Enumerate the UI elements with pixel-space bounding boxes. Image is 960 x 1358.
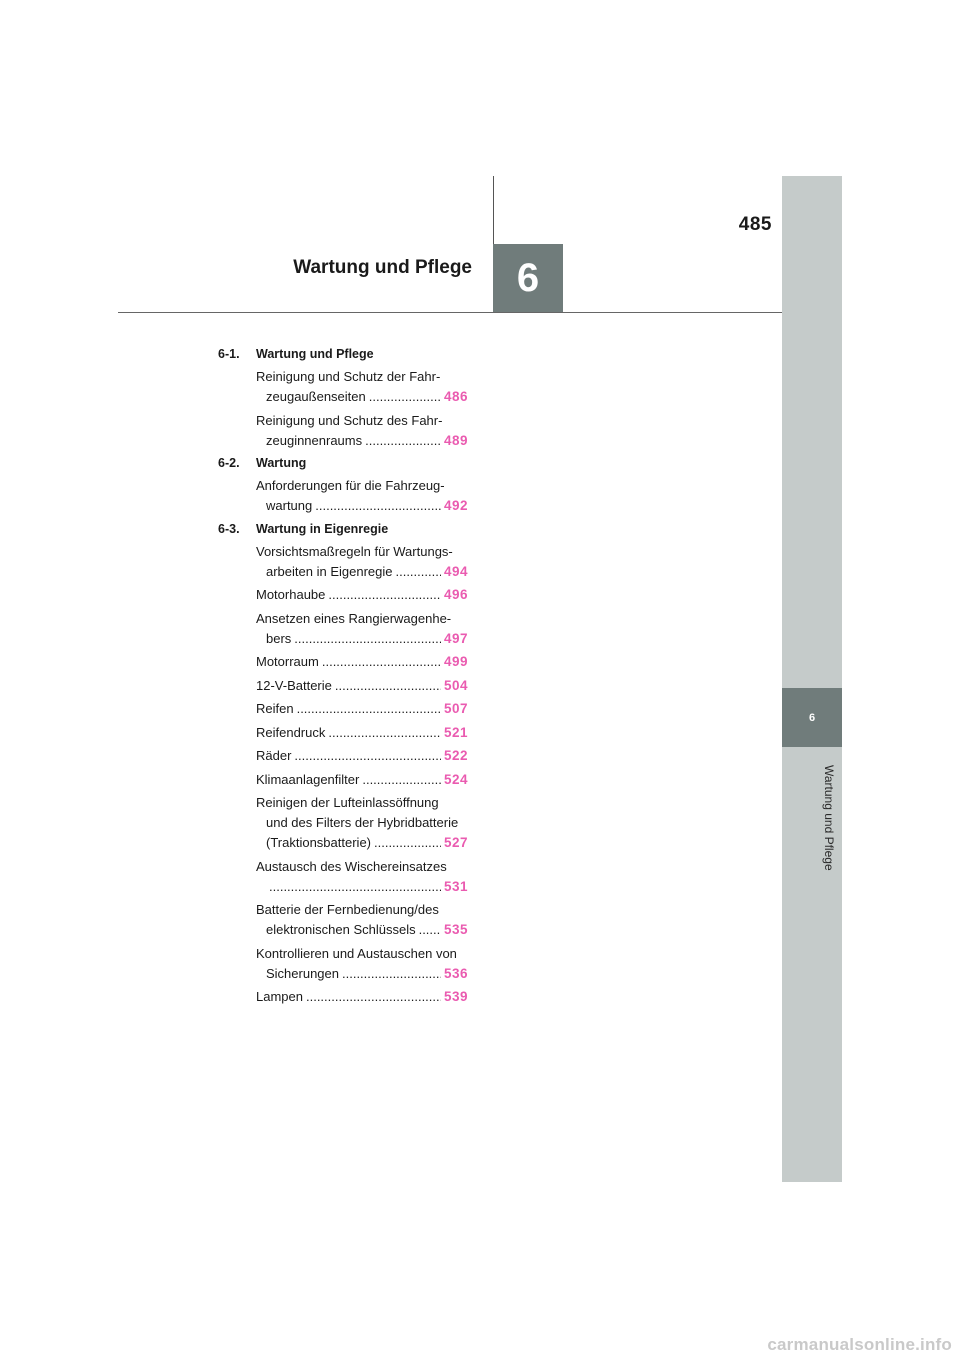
toc-entry-text: Lampen	[256, 989, 303, 1004]
toc-dot-leader	[365, 431, 441, 451]
toc-entry-text: Räder	[256, 748, 292, 763]
toc-dot-leader	[369, 387, 441, 407]
page-number: 485	[738, 214, 772, 235]
toc-entry[interactable]	[256, 900, 468, 940]
side-tab-number: 6	[782, 688, 842, 747]
toc-entry[interactable]	[256, 411, 468, 451]
toc-entry[interactable]	[256, 676, 468, 696]
toc-entry-text: und des Filters der Hybridbatterie	[266, 815, 459, 830]
toc-page-link[interactable]: 486	[443, 389, 468, 404]
toc-page-link[interactable]: 504	[443, 677, 468, 693]
toc-section-title: Wartung in Eigenregie	[256, 521, 389, 536]
toc-entry[interactable]	[256, 746, 468, 766]
toc-dot-leader	[328, 723, 441, 743]
toc-entry-text: Ansetzen eines Rangierwagenhe-	[256, 610, 452, 626]
toc-entry[interactable]	[256, 585, 468, 605]
toc-section-title: Wartung	[256, 456, 307, 470]
toc-dot-leader	[322, 652, 441, 672]
toc-entry[interactable]	[256, 793, 468, 853]
toc-entry-text: Vorsichtsmaßregeln für Wartungs-	[256, 543, 453, 559]
toc-entry-text: bers	[266, 630, 292, 646]
toc-dot-leader	[294, 746, 441, 766]
toc-section-heading	[218, 454, 468, 476]
toc-entry-text: Austausch des Wischereinsatzes	[256, 858, 447, 874]
toc-entry-text: Klimaanlagenfilter	[256, 771, 360, 787]
toc-entry-text: Reifendruck	[256, 724, 326, 740]
header-vertical-divider	[493, 176, 494, 246]
toc-page-link[interactable]: 527	[443, 835, 468, 850]
toc-page-link[interactable]: 531	[443, 878, 468, 894]
toc-entry-text: 12-V-Batterie	[256, 677, 332, 693]
toc-entry[interactable]	[256, 699, 468, 719]
toc-entry-text: Reifen	[256, 701, 294, 716]
toc-section-number: 6-3.	[218, 521, 240, 536]
toc-dot-leader	[269, 877, 441, 897]
toc-dot-leader	[395, 562, 440, 582]
toc-entry-text: elektronischen Schlüssels	[266, 922, 416, 937]
header-horizontal-divider	[118, 312, 782, 313]
toc-entry[interactable]	[256, 542, 468, 582]
toc-dot-leader	[374, 833, 441, 853]
toc-dot-leader	[294, 629, 441, 649]
toc-dot-leader	[335, 676, 441, 696]
toc-entry-text: Reinigen der Lufteinlassöffnung	[256, 795, 439, 810]
toc-entry[interactable]	[256, 987, 468, 1007]
chapter-side-tab[interactable]	[782, 176, 842, 1182]
chapter-title: Wartung und Pflege	[293, 257, 472, 278]
chapter-number-box: 6	[493, 244, 563, 313]
toc-page-link[interactable]: 489	[443, 432, 468, 448]
toc-entry-text: zeugaußenseiten	[266, 389, 366, 404]
toc-dot-leader	[328, 585, 441, 605]
toc-dot-leader	[315, 496, 441, 516]
toc-page-link[interactable]: 535	[443, 922, 468, 937]
toc-page-link[interactable]: 497	[443, 630, 468, 646]
toc-section-number: 6-2.	[218, 456, 240, 470]
toc-entry[interactable]	[256, 723, 468, 743]
toc-entry-text: Reinigung und Schutz des Fahr-	[256, 412, 443, 428]
toc-entry[interactable]	[256, 944, 468, 984]
toc-page-link[interactable]: 496	[443, 587, 468, 602]
toc-dot-leader	[342, 964, 441, 984]
toc-section-number: 6-1.	[218, 347, 240, 361]
watermark: carmanualsonline.info	[767, 1335, 952, 1354]
toc-page-link[interactable]: 524	[443, 771, 468, 787]
toc-entry-text: Motorraum	[256, 654, 319, 669]
toc-page-link[interactable]: 499	[443, 654, 468, 669]
toc-entry-text: Batterie der Fernbedienung/des	[256, 902, 439, 917]
toc-entry-text: Motorhaube	[256, 587, 326, 602]
toc-entry-text: Sicherungen	[266, 965, 339, 981]
toc-dot-leader	[297, 699, 441, 719]
toc-section-heading	[218, 345, 468, 367]
side-tab-label: Wartung und Pflege	[822, 765, 836, 871]
toc-page-link[interactable]: 539	[443, 989, 468, 1004]
toc-section-heading	[218, 520, 468, 542]
toc-entry[interactable]	[256, 476, 468, 516]
toc-entry[interactable]	[256, 857, 468, 897]
toc-page-link[interactable]: 494	[443, 563, 468, 579]
toc-entry[interactable]	[256, 652, 468, 672]
toc-entry-text: zeuginnenraums	[266, 432, 363, 448]
toc-page-link[interactable]: 521	[443, 724, 468, 740]
toc-entry-text: Reinigung und Schutz der Fahr-	[256, 369, 441, 384]
toc-entry-text: Kontrollieren und Austauschen von	[256, 945, 457, 961]
toc-page-link[interactable]: 507	[443, 701, 468, 716]
toc-entry-text: wartung	[266, 498, 313, 513]
toc-section-title: Wartung und Pflege	[256, 347, 374, 361]
toc-entry-text: arbeiten in Eigenregie	[266, 563, 393, 579]
table-of-contents	[218, 345, 468, 1011]
toc-page-link[interactable]: 522	[443, 748, 468, 763]
toc-dot-leader	[362, 770, 441, 790]
toc-entry[interactable]	[256, 609, 468, 649]
toc-entry[interactable]	[256, 367, 468, 407]
toc-dot-leader	[419, 920, 441, 940]
toc-page-link[interactable]: 536	[443, 965, 468, 981]
toc-entry-text: (Traktionsbatterie)	[266, 835, 371, 850]
toc-page-link[interactable]: 492	[443, 498, 468, 513]
toc-entry[interactable]	[256, 770, 468, 790]
toc-entry-text: Anforderungen für die Fahrzeug-	[256, 478, 445, 493]
toc-dot-leader	[306, 987, 441, 1007]
